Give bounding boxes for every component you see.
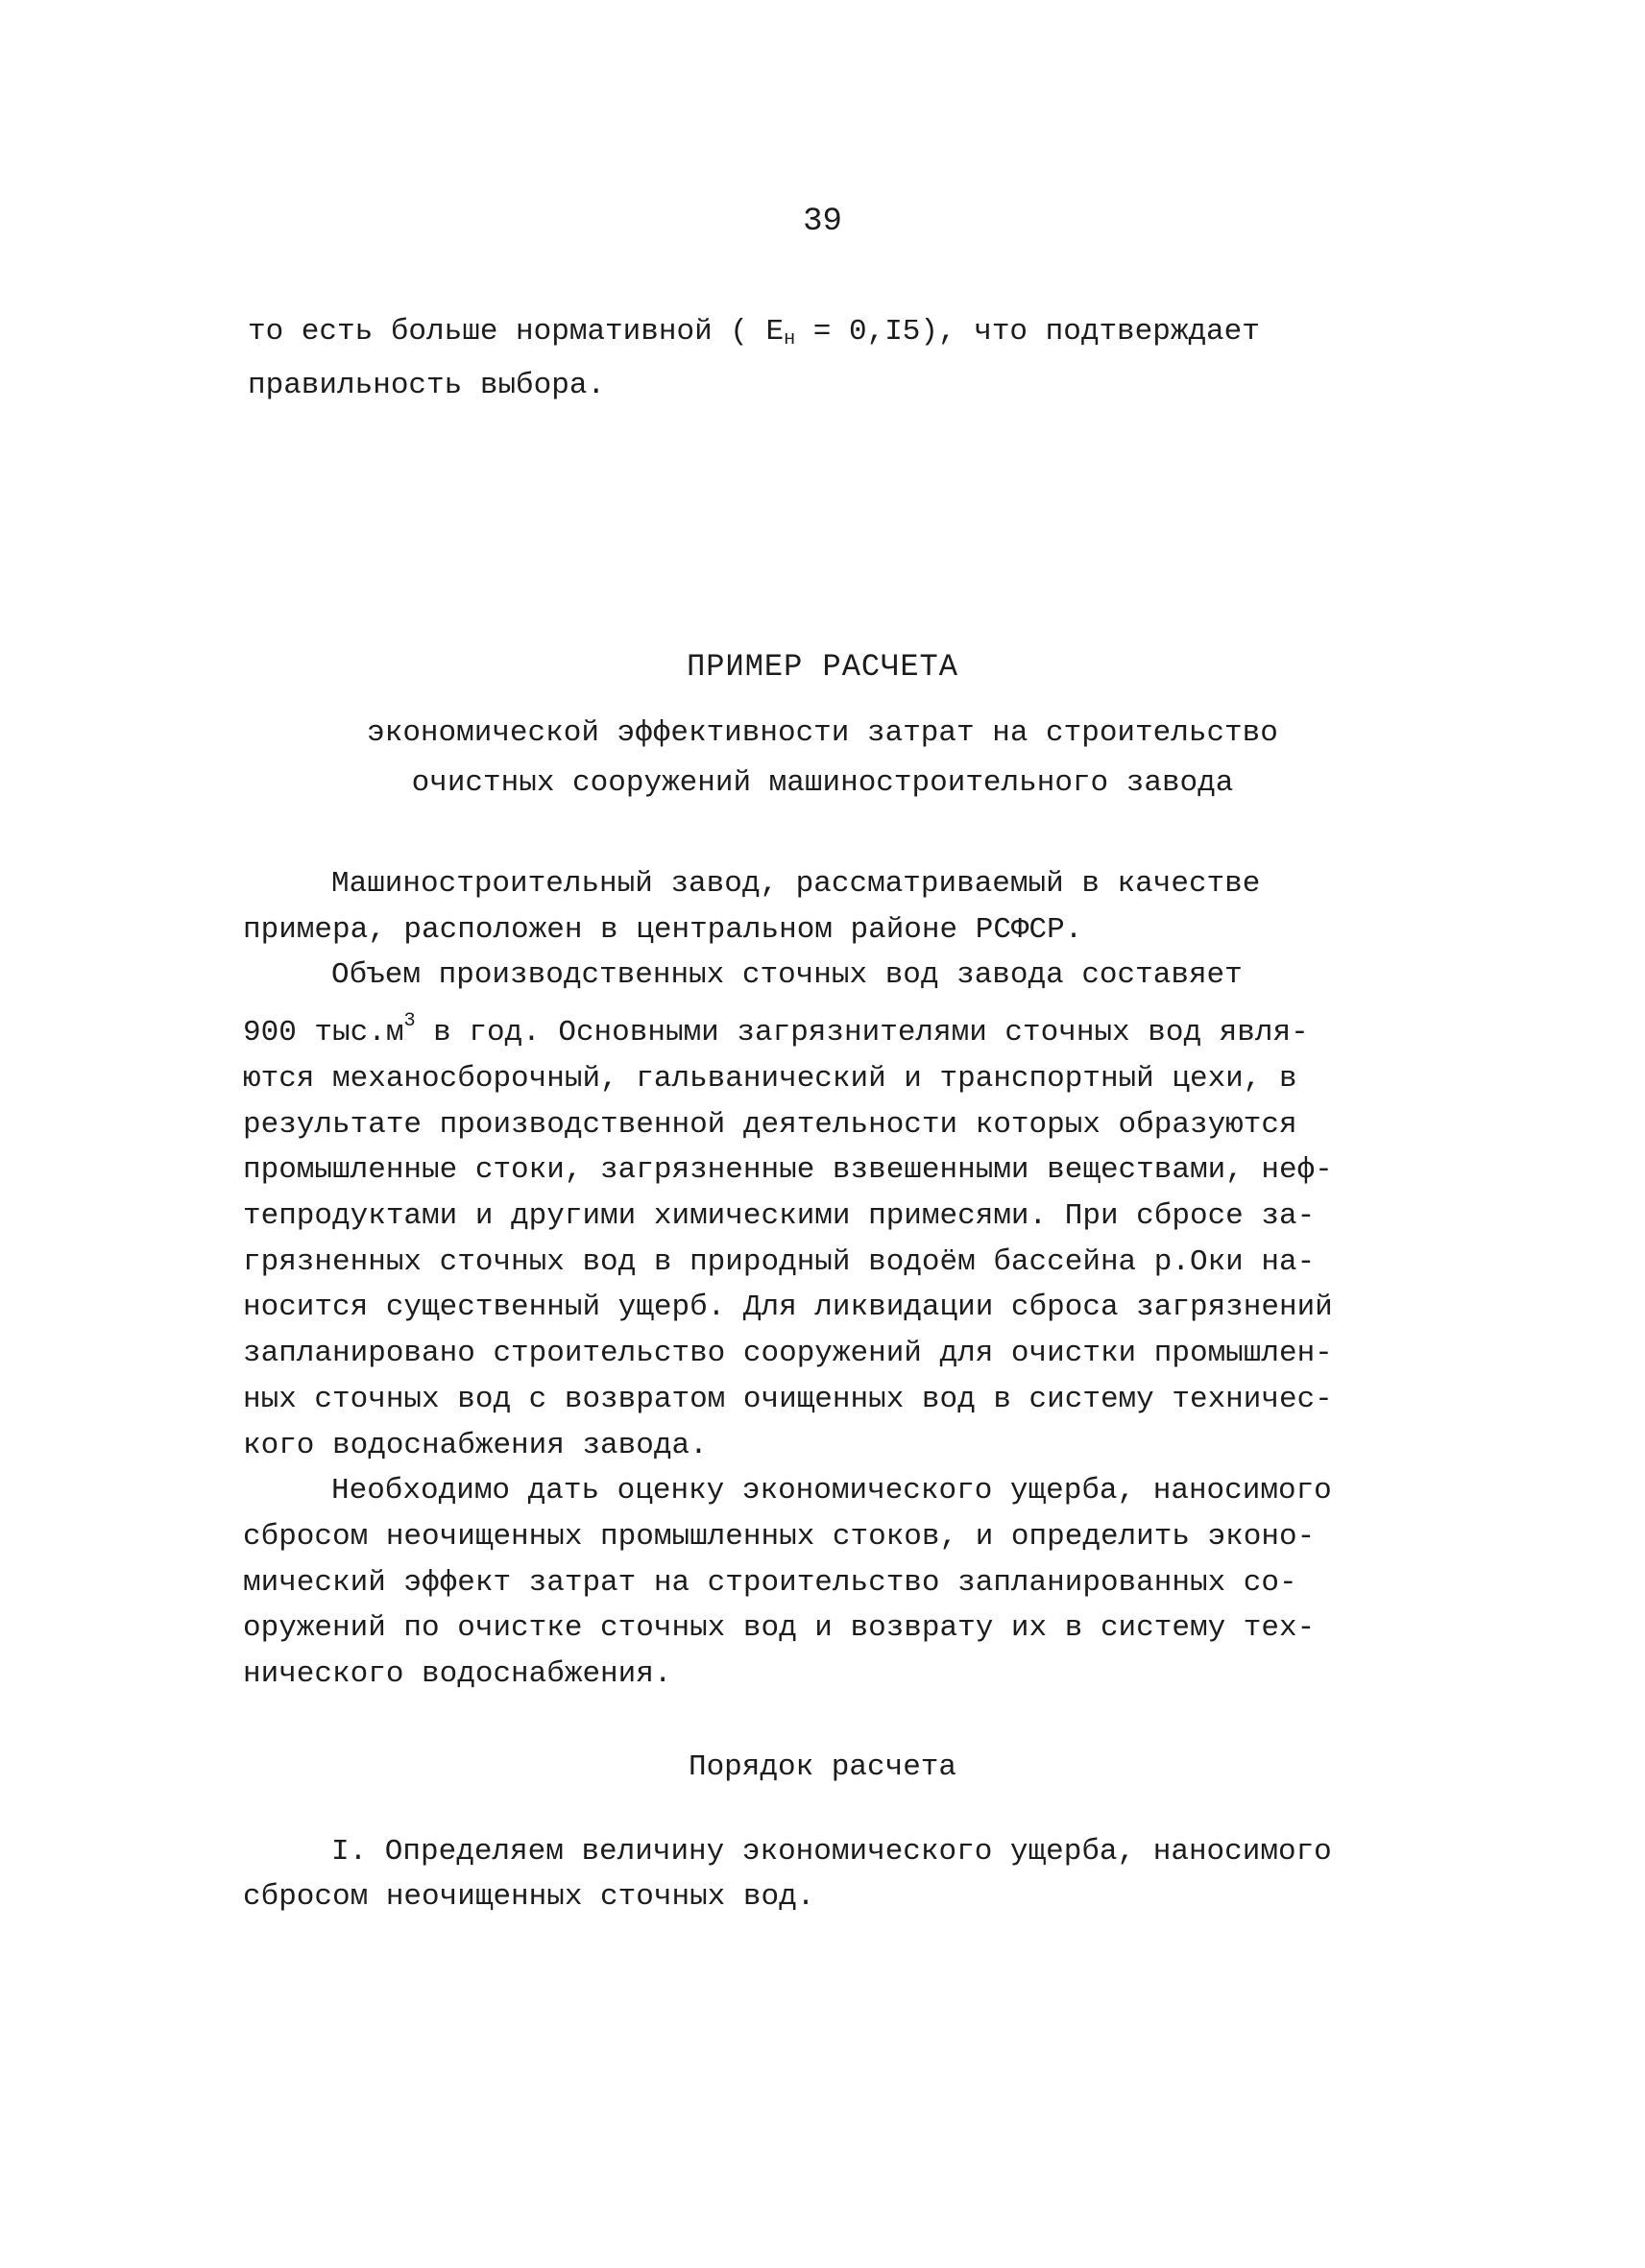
intro-line-1-start: то есть больше нормативной ( Е [248, 315, 785, 349]
section-subtitle [0, 709, 1645, 808]
text-line: мический эффект затрат на строительство запланированных со- [243, 1565, 1297, 1600]
volume-value: 900 тыс.м [243, 1016, 404, 1050]
step-1-paragraph [243, 1829, 1415, 1919]
section-heading: ПРИМЕР РАСЧЕТА [687, 649, 958, 685]
text-line: грязненных сточных вод в природный водоём бассейна р.Оки на- [243, 1244, 1316, 1279]
intro-paragraph [248, 309, 1400, 409]
text-line: промышленные стоки, загрязненные взвешенными веществами, неф- [243, 1153, 1333, 1188]
paragraph-plant-description [243, 861, 1415, 953]
text-line: Необходимо дать оценку экономического ущерба, наносимого [331, 1474, 1332, 1508]
text-line [243, 999, 1415, 1056]
text-line: Объем производственных сточных вод завода составяет [331, 958, 1243, 993]
text-line: ются механосборочный, гальванический и транспортный цехи, в [243, 1061, 1297, 1096]
page-number: 39 [803, 204, 842, 240]
text-line: кого водоснабжения завода. [243, 1428, 708, 1462]
subtitle-line: очистных сооружений машиностроительного завода [411, 766, 1234, 800]
body-text [243, 861, 1415, 1698]
text-fragment: в год. Основными загрязнителями сточных вод явля- [415, 1016, 1309, 1050]
intro-line-1-end: = 0,I5), что подтверждает [795, 315, 1260, 349]
text-line: нического водоснабжения. [243, 1657, 672, 1692]
text-line: Машиностроительный завод, рассматриваемый в качестве [331, 867, 1261, 901]
cubic-superscript: 3 [403, 1010, 416, 1033]
text-line: сбросом неочищенных сточных вод. [243, 1880, 815, 1914]
norm-subscript: н [784, 328, 796, 351]
text-line: примера, расположен в центральном районе РСФСР. [243, 912, 1083, 947]
text-line: оружений по очистке сточных вод и возврату их в систему тех- [243, 1611, 1316, 1646]
paragraph-wastewater-volume [243, 953, 1415, 1468]
text-line: I. Определяем величину экономического ущерба, наносимого [331, 1835, 1332, 1869]
text-line: сбросом неочищенных промышленных стоков, и определить эконо- [243, 1519, 1316, 1554]
intro-line-2: правильность выбора. [248, 369, 606, 403]
intro-line-1 [248, 309, 1400, 363]
paragraph-task-statement [243, 1468, 1415, 1698]
text-line: результате производственной деятельности которых образуются [243, 1107, 1297, 1142]
calculation-procedure-title: Порядок расчета [688, 1750, 957, 1784]
text-line: запланировано строительство сооружений для очистки промышлен- [243, 1337, 1333, 1371]
text-line: ных сточных вод с возвратом очищенных вод в систему техничес- [243, 1382, 1333, 1416]
subtitle-line: экономической эффективности затрат на строительство [367, 716, 1278, 750]
text-line: тепродуктами и другими химическими примесями. При сбросе за- [243, 1199, 1316, 1234]
text-line: носится существенный ущерб. Для ликвидации сброса загрязнений [243, 1291, 1333, 1325]
